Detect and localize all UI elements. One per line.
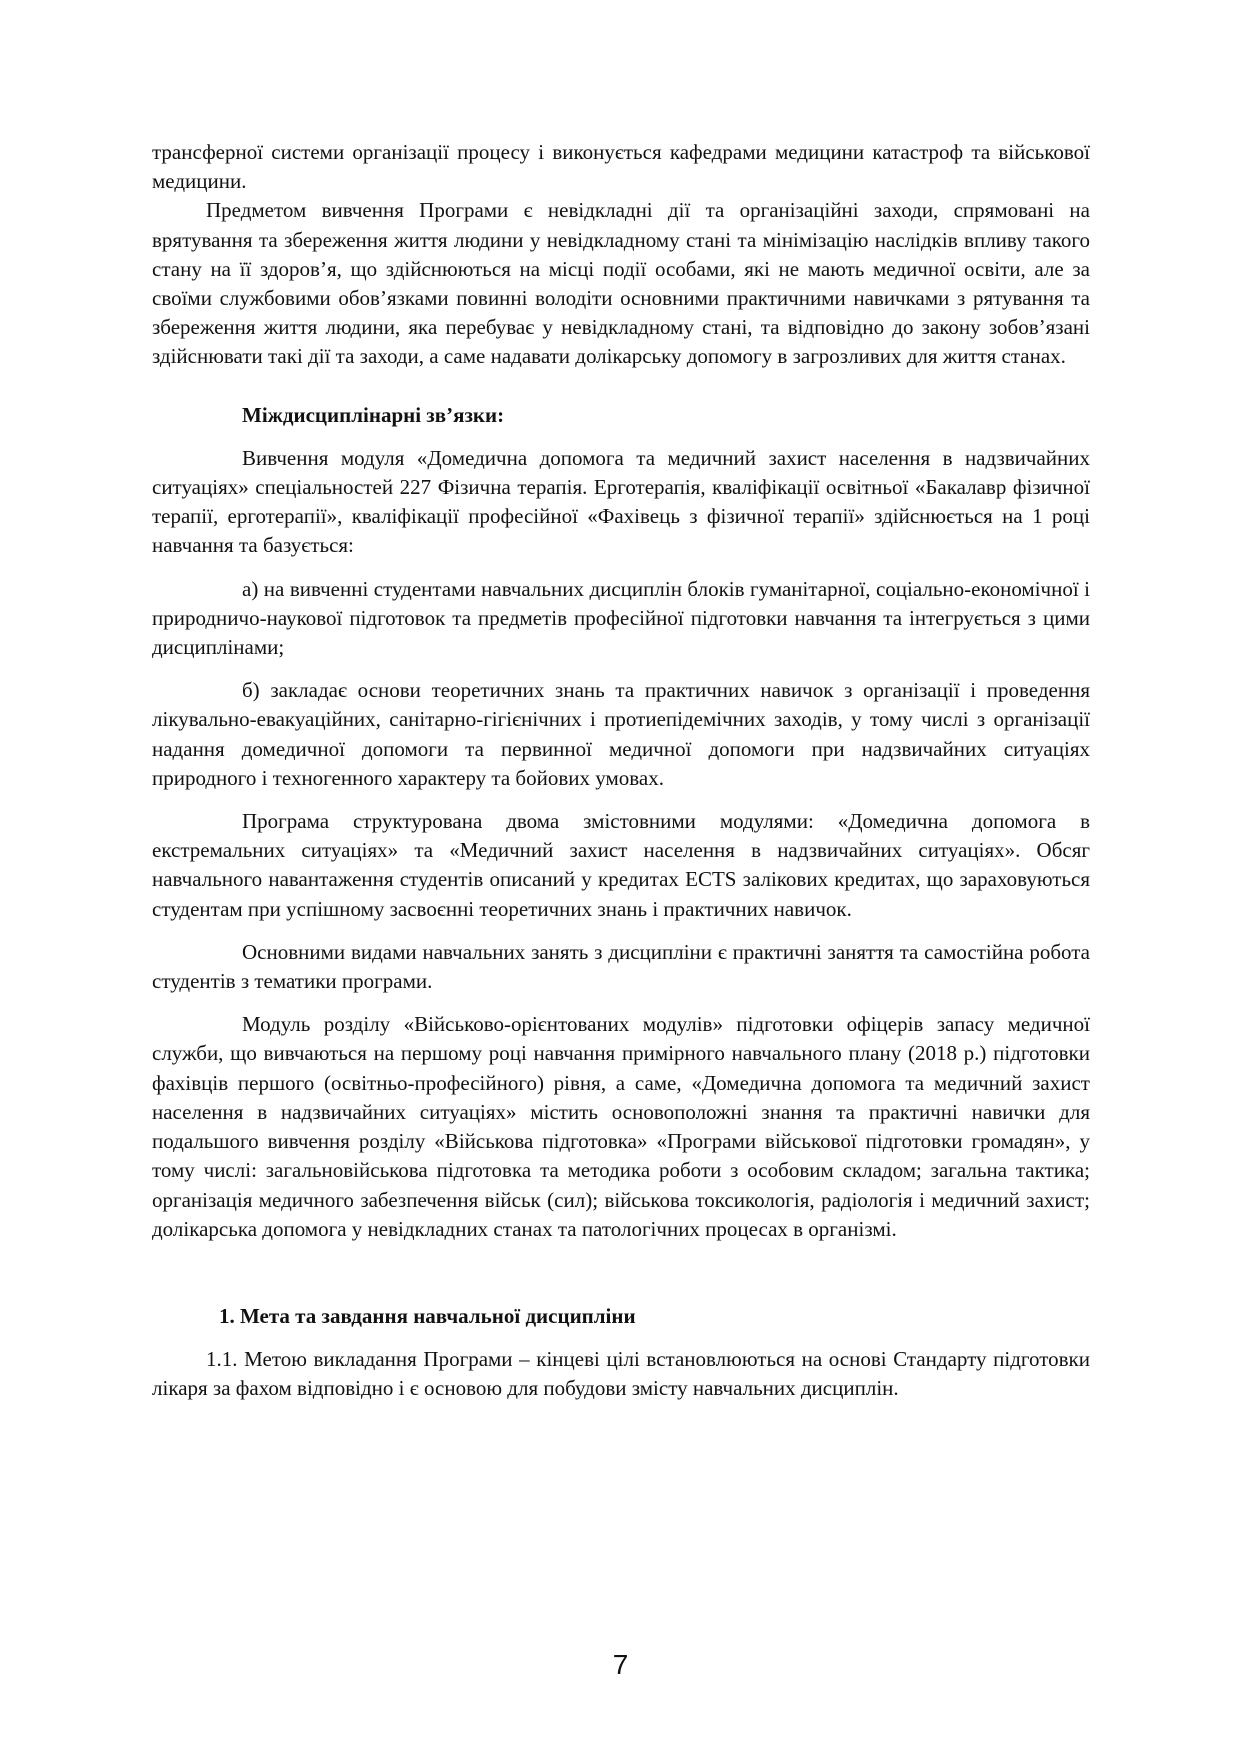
paragraph-continuation: трансферної системи організації процесу і виконується кафедрами медицини катастроф та військової медицини.	[152, 140, 1090, 194]
heading-section-1: 1. Мета та завдання навчальної дисципліни	[219, 1303, 636, 1328]
paragraph-class-types: Основними видами навчальних занять з дисципліни є практичні заняття та самостійна робота студентів з тематики програми.	[152, 939, 1090, 994]
paragraph-subject: Предметом вивчення Програми є невідкладні дії та організаційні заходи, спрямовані на врятування та збереження життя людини у невідкладному стані та мінімізацію наслідків впливу такого стану на її здоров’я, що здійснюються на місці події особами, які не мають медичної освіти, але за своїми службовими обов’язками повинні володіти основними практичними навичками з рятування та збереження життя людини, яка перебуває у невідкладному стані, та відповідно до закону зобов’язані здійснювати такі дії та заходи, а саме надавати долікарську допомогу в загрозливих для життя станах.	[152, 198, 1090, 369]
paragraph-goal: 1.1. Метою викладання Програми – кінцеві цілі встановлюються на основі Стандарту підготовки лікаря за фахом відповідно і є основою для побудови змісту навчальних дисциплін.	[152, 1347, 1090, 1401]
paragraph-module-study: Вивчення модуля «Домедична допомога та медичний захист населення в надзвичайних ситуаціях» спеціальностей 227 Фізична терапія. Ерготерапія, кваліфікації освітньої «Бакалавр фізичної терапії, ерготерапії», кваліфікації професійної «Фахівець з фізичної терапії» здійснюється на 1 році навчання та базується:	[152, 445, 1090, 558]
document-page	[152, 138, 1090, 1404]
paragraph-item-b: б) закладає основи теоретичних знань та практичних навичок з організації і проведення лікувально-евакуаційних, санітарно-гігієнічних і протиепідемічних заходів, у тому числі з організації надання домедичної допомоги та первинної медичної допомоги при надзвичайних ситуаціях природного і техногенного характеру та бойових умовах.	[152, 678, 1090, 790]
paragraph-military-module: Модуль розділу «Військово-орієнтованих модулів» підготовки офіцерів запасу медичної служби, що вивчаються на першому році навчання примірного навчального плану (2018 р.) підготовки фахівців першого (освітньо-професійного) рівня, а саме, «Домедична допомога та медичний захист населення в надзвичайних ситуаціях» містить основоположні знання та практичні навички для подальшого вивчення розділу «Військова підготовка» «Програми військової підготовки громадян», у тому числі: загальновійськова підготовка та методика роботи з особовим складом; загальна тактика; організація медичного забезпечення військ (сил); військова токсикологія, радіологія і медичний захист; долікарська допомога у невідкладних станах та патологічних процесах в організмі.	[152, 1012, 1090, 1241]
heading-interdisciplinary: Міждисциплінарні зв’язки:	[242, 402, 505, 427]
paragraph-program-structure: Програма структурована двома змістовними модулями: «Домедична допомога в екстремальних ситуаціях» та «Медичний захист населення в надзвичайних ситуаціях». Обсяг навчального навантаження студентів описаний у кредитах ECTS залікових кредитах, що зараховуються студентам при успішному засвоєнні теоретичних знань і практичних навичок.	[152, 809, 1090, 921]
page-number: 7	[612, 1649, 629, 1680]
paragraph-item-a: а) на вивченні студентами навчальних дисциплін блоків гуманітарної, соціально-економічної і природничо-наукової підготовок та предметів професійної підготовки навчання та інтегрується з цими дисциплінами;	[152, 576, 1090, 660]
